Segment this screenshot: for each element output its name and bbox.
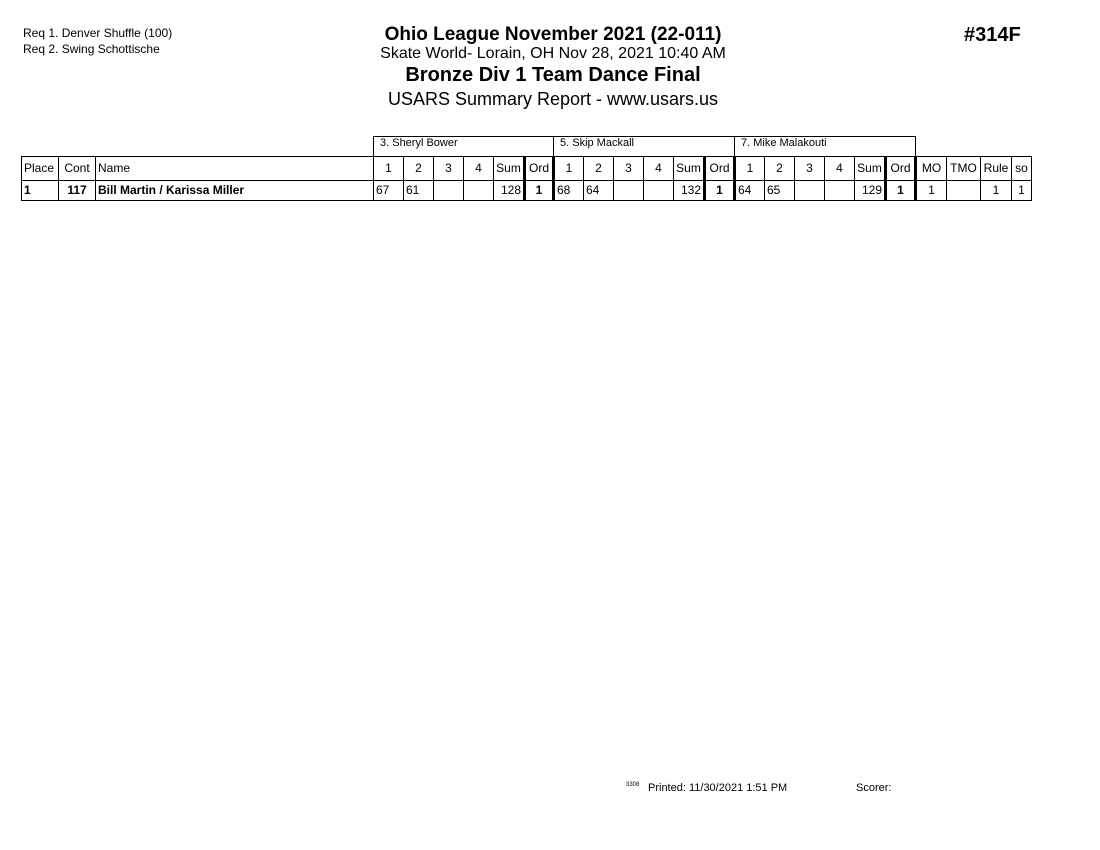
event-number: #314F bbox=[964, 24, 1021, 46]
col-j2-s2: 2 bbox=[584, 157, 614, 181]
requirement-1: Req 1. Denver Shuffle (100) bbox=[23, 26, 173, 40]
col-j3-s3: 3 bbox=[795, 157, 825, 181]
j2-s1-cell: 68 bbox=[554, 181, 584, 201]
results-table bbox=[21, 156, 1032, 201]
col-cont: Cont bbox=[59, 157, 96, 181]
j3-s1-cell: 64 bbox=[735, 181, 765, 201]
report-title: USARS Summary Report - www.usars.us bbox=[387, 89, 719, 109]
printed-timestamp: Printed: 11/30/2021 1:51 PM bbox=[648, 782, 788, 794]
col-j2-s3: 3 bbox=[614, 157, 644, 181]
col-j1-s2: 2 bbox=[404, 157, 434, 181]
col-mo: MO bbox=[916, 157, 947, 181]
col-j3-sum: Sum bbox=[855, 157, 886, 181]
rule-cell: 1 bbox=[981, 181, 1012, 201]
judge-header-1: 3. Sheryl Bower bbox=[373, 136, 554, 156]
j3-ord-cell: 1 bbox=[886, 181, 916, 201]
competition-title: Ohio League November 2021 (22-011) bbox=[384, 24, 722, 45]
col-j1-sum: Sum bbox=[494, 157, 525, 181]
col-tmo: TMO bbox=[947, 157, 981, 181]
j2-s3-cell bbox=[614, 181, 644, 201]
col-name: Name bbox=[96, 157, 374, 181]
col-j1-s3: 3 bbox=[434, 157, 464, 181]
tmo-cell bbox=[947, 181, 981, 201]
col-place: Place bbox=[22, 157, 59, 181]
j1-ord-cell: 1 bbox=[525, 181, 554, 201]
j1-sum-cell: 128 bbox=[494, 181, 525, 201]
j2-sum-cell: 132 bbox=[674, 181, 705, 201]
judge-header-3: 7. Mike Malakouti bbox=[734, 136, 916, 156]
col-so: so bbox=[1012, 157, 1032, 181]
judge-header-2: 5. Skip Mackall bbox=[553, 136, 735, 156]
location-datetime: Skate World- Lorain, OH Nov 28, 2021 10:40 AM bbox=[380, 45, 726, 62]
requirement-2: Req 2. Swing Schottische bbox=[23, 42, 160, 56]
j1-s4-cell bbox=[464, 181, 494, 201]
place-cell: 1 bbox=[22, 181, 59, 201]
report-code: 3308 bbox=[626, 782, 640, 788]
so-cell: 1 bbox=[1012, 181, 1032, 201]
j2-s4-cell bbox=[644, 181, 674, 201]
col-j2-sum: Sum bbox=[674, 157, 705, 181]
col-j3-s4: 4 bbox=[825, 157, 855, 181]
j3-s2-cell: 65 bbox=[765, 181, 795, 201]
j1-s1-cell: 67 bbox=[374, 181, 404, 201]
j3-s3-cell bbox=[795, 181, 825, 201]
col-rule: Rule bbox=[981, 157, 1012, 181]
col-j1-s4: 4 bbox=[464, 157, 494, 181]
col-j1-s1: 1 bbox=[374, 157, 404, 181]
event-title: Bronze Div 1 Team Dance Final bbox=[405, 64, 701, 86]
col-j2-ord: Ord bbox=[705, 157, 735, 181]
j2-ord-cell: 1 bbox=[705, 181, 735, 201]
table-header-row bbox=[22, 157, 1032, 181]
cont-cell: 117 bbox=[59, 181, 96, 201]
col-j2-s1: 1 bbox=[554, 157, 584, 181]
j1-s2-cell: 61 bbox=[404, 181, 434, 201]
mo-cell: 1 bbox=[916, 181, 947, 201]
j3-s4-cell bbox=[825, 181, 855, 201]
scorer-label: Scorer: bbox=[856, 782, 892, 794]
col-j3-s2: 2 bbox=[765, 157, 795, 181]
col-j1-ord: Ord bbox=[525, 157, 554, 181]
name-cell: Bill Martin / Karissa Miller bbox=[96, 181, 374, 201]
col-j2-s4: 4 bbox=[644, 157, 674, 181]
col-j3-ord: Ord bbox=[886, 157, 916, 181]
j3-sum-cell: 129 bbox=[855, 181, 886, 201]
j1-s3-cell bbox=[434, 181, 464, 201]
table-row bbox=[22, 181, 1032, 201]
j2-s2-cell: 64 bbox=[584, 181, 614, 201]
col-j3-s1: 1 bbox=[735, 157, 765, 181]
